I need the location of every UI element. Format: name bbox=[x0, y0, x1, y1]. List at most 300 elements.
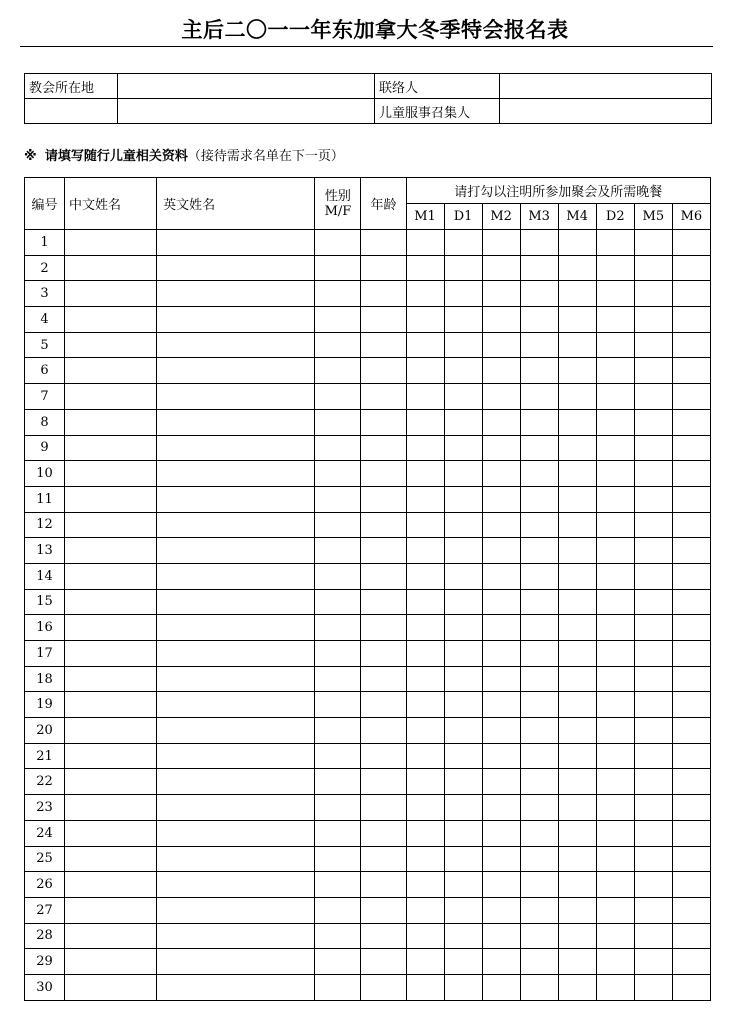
chinese-name-cell[interactable] bbox=[65, 563, 157, 589]
meal-checkbox-cell-m2[interactable] bbox=[482, 255, 520, 281]
english-name-cell[interactable] bbox=[157, 949, 315, 975]
meal-checkbox-cell-m5[interactable] bbox=[634, 923, 672, 949]
meal-checkbox-cell-m4[interactable] bbox=[558, 281, 596, 307]
gender-cell[interactable] bbox=[315, 666, 361, 692]
meal-checkbox-cell-d1[interactable] bbox=[444, 718, 482, 744]
gender-cell[interactable] bbox=[315, 718, 361, 744]
meal-checkbox-cell-m5[interactable] bbox=[634, 949, 672, 975]
meal-checkbox-cell-m1[interactable] bbox=[406, 769, 444, 795]
meal-checkbox-cell-m1[interactable] bbox=[406, 666, 444, 692]
meal-checkbox-cell-m1[interactable] bbox=[406, 563, 444, 589]
age-cell[interactable] bbox=[361, 974, 406, 1000]
meal-checkbox-cell-m4[interactable] bbox=[558, 332, 596, 358]
english-name-cell[interactable] bbox=[157, 872, 315, 898]
english-name-cell[interactable] bbox=[157, 307, 315, 333]
english-name-cell[interactable] bbox=[157, 718, 315, 744]
english-name-cell[interactable] bbox=[157, 409, 315, 435]
meal-checkbox-cell-m3[interactable] bbox=[520, 563, 558, 589]
meal-checkbox-cell-m3[interactable] bbox=[520, 666, 558, 692]
meal-checkbox-cell-m6[interactable] bbox=[672, 307, 710, 333]
meal-checkbox-cell-d1[interactable] bbox=[444, 641, 482, 667]
meal-checkbox-cell-m5[interactable] bbox=[634, 974, 672, 1000]
meal-checkbox-cell-d1[interactable] bbox=[444, 563, 482, 589]
meal-checkbox-cell-d1[interactable] bbox=[444, 769, 482, 795]
meal-checkbox-cell-m1[interactable] bbox=[406, 872, 444, 898]
meal-checkbox-cell-d2[interactable] bbox=[596, 872, 634, 898]
age-cell[interactable] bbox=[361, 846, 406, 872]
meal-checkbox-cell-m5[interactable] bbox=[634, 872, 672, 898]
chinese-name-cell[interactable] bbox=[65, 949, 157, 975]
meal-checkbox-cell-d1[interactable] bbox=[444, 461, 482, 487]
meal-checkbox-cell-m6[interactable] bbox=[672, 769, 710, 795]
chinese-name-cell[interactable] bbox=[65, 974, 157, 1000]
meal-checkbox-cell-d2[interactable] bbox=[596, 718, 634, 744]
chinese-name-cell[interactable] bbox=[65, 743, 157, 769]
meal-checkbox-cell-m4[interactable] bbox=[558, 358, 596, 384]
age-cell[interactable] bbox=[361, 692, 406, 718]
meal-checkbox-cell-d1[interactable] bbox=[444, 872, 482, 898]
meal-checkbox-cell-m2[interactable] bbox=[482, 358, 520, 384]
meal-checkbox-cell-d1[interactable] bbox=[444, 358, 482, 384]
meal-checkbox-cell-d1[interactable] bbox=[444, 230, 482, 256]
meal-checkbox-cell-d1[interactable] bbox=[444, 615, 482, 641]
chinese-name-cell[interactable] bbox=[65, 538, 157, 564]
meal-checkbox-cell-m3[interactable] bbox=[520, 897, 558, 923]
meal-checkbox-cell-m3[interactable] bbox=[520, 538, 558, 564]
meal-checkbox-cell-m2[interactable] bbox=[482, 281, 520, 307]
meal-checkbox-cell-m1[interactable] bbox=[406, 846, 444, 872]
age-cell[interactable] bbox=[361, 538, 406, 564]
gender-cell[interactable] bbox=[315, 846, 361, 872]
meal-checkbox-cell-m4[interactable] bbox=[558, 795, 596, 821]
gender-cell[interactable] bbox=[315, 923, 361, 949]
english-name-cell[interactable] bbox=[157, 435, 315, 461]
chinese-name-cell[interactable] bbox=[65, 461, 157, 487]
meal-checkbox-cell-m4[interactable] bbox=[558, 820, 596, 846]
meal-checkbox-cell-m1[interactable] bbox=[406, 409, 444, 435]
chinese-name-cell[interactable] bbox=[65, 332, 157, 358]
meal-checkbox-cell-d1[interactable] bbox=[444, 332, 482, 358]
gender-cell[interactable] bbox=[315, 692, 361, 718]
meal-checkbox-cell-m2[interactable] bbox=[482, 897, 520, 923]
chinese-name-cell[interactable] bbox=[65, 666, 157, 692]
meal-checkbox-cell-m2[interactable] bbox=[482, 435, 520, 461]
chinese-name-cell[interactable] bbox=[65, 795, 157, 821]
english-name-cell[interactable] bbox=[157, 846, 315, 872]
age-cell[interactable] bbox=[361, 718, 406, 744]
meal-checkbox-cell-d2[interactable] bbox=[596, 409, 634, 435]
church-location-field[interactable] bbox=[118, 74, 375, 99]
chinese-name-cell[interactable] bbox=[65, 512, 157, 538]
meal-checkbox-cell-m6[interactable] bbox=[672, 872, 710, 898]
age-cell[interactable] bbox=[361, 872, 406, 898]
meal-checkbox-cell-m2[interactable] bbox=[482, 769, 520, 795]
english-name-cell[interactable] bbox=[157, 666, 315, 692]
meal-checkbox-cell-m2[interactable] bbox=[482, 486, 520, 512]
english-name-cell[interactable] bbox=[157, 692, 315, 718]
meal-checkbox-cell-d1[interactable] bbox=[444, 692, 482, 718]
chinese-name-cell[interactable] bbox=[65, 255, 157, 281]
meal-checkbox-cell-m1[interactable] bbox=[406, 897, 444, 923]
chinese-name-cell[interactable] bbox=[65, 230, 157, 256]
meal-checkbox-cell-d1[interactable] bbox=[444, 538, 482, 564]
age-cell[interactable] bbox=[361, 589, 406, 615]
meal-checkbox-cell-m6[interactable] bbox=[672, 512, 710, 538]
english-name-cell[interactable] bbox=[157, 512, 315, 538]
meal-checkbox-cell-m4[interactable] bbox=[558, 897, 596, 923]
english-name-cell[interactable] bbox=[157, 255, 315, 281]
meal-checkbox-cell-m4[interactable] bbox=[558, 255, 596, 281]
meal-checkbox-cell-m3[interactable] bbox=[520, 872, 558, 898]
meal-checkbox-cell-m1[interactable] bbox=[406, 615, 444, 641]
age-cell[interactable] bbox=[361, 384, 406, 410]
meal-checkbox-cell-m6[interactable] bbox=[672, 718, 710, 744]
english-name-cell[interactable] bbox=[157, 820, 315, 846]
meal-checkbox-cell-m1[interactable] bbox=[406, 486, 444, 512]
meal-checkbox-cell-m5[interactable] bbox=[634, 409, 672, 435]
meal-checkbox-cell-m3[interactable] bbox=[520, 409, 558, 435]
meal-checkbox-cell-m6[interactable] bbox=[672, 461, 710, 487]
meal-checkbox-cell-d2[interactable] bbox=[596, 615, 634, 641]
meal-checkbox-cell-m3[interactable] bbox=[520, 949, 558, 975]
meal-checkbox-cell-m5[interactable] bbox=[634, 615, 672, 641]
meal-checkbox-cell-m6[interactable] bbox=[672, 538, 710, 564]
meal-checkbox-cell-m3[interactable] bbox=[520, 281, 558, 307]
age-cell[interactable] bbox=[361, 795, 406, 821]
meal-checkbox-cell-m6[interactable] bbox=[672, 589, 710, 615]
meal-checkbox-cell-d2[interactable] bbox=[596, 692, 634, 718]
meal-checkbox-cell-m3[interactable] bbox=[520, 461, 558, 487]
age-cell[interactable] bbox=[361, 461, 406, 487]
age-cell[interactable] bbox=[361, 435, 406, 461]
meal-checkbox-cell-m3[interactable] bbox=[520, 615, 558, 641]
meal-checkbox-cell-m1[interactable] bbox=[406, 384, 444, 410]
meal-checkbox-cell-m1[interactable] bbox=[406, 358, 444, 384]
gender-cell[interactable] bbox=[315, 409, 361, 435]
meal-checkbox-cell-m2[interactable] bbox=[482, 332, 520, 358]
meal-checkbox-cell-d2[interactable] bbox=[596, 949, 634, 975]
meal-checkbox-cell-d1[interactable] bbox=[444, 846, 482, 872]
meal-checkbox-cell-m2[interactable] bbox=[482, 666, 520, 692]
chinese-name-cell[interactable] bbox=[65, 307, 157, 333]
meal-checkbox-cell-m4[interactable] bbox=[558, 718, 596, 744]
meal-checkbox-cell-m5[interactable] bbox=[634, 512, 672, 538]
meal-checkbox-cell-m2[interactable] bbox=[482, 641, 520, 667]
meal-checkbox-cell-m4[interactable] bbox=[558, 666, 596, 692]
meal-checkbox-cell-m5[interactable] bbox=[634, 846, 672, 872]
age-cell[interactable] bbox=[361, 615, 406, 641]
age-cell[interactable] bbox=[361, 666, 406, 692]
meal-checkbox-cell-m2[interactable] bbox=[482, 820, 520, 846]
gender-cell[interactable] bbox=[315, 384, 361, 410]
chinese-name-cell[interactable] bbox=[65, 872, 157, 898]
age-cell[interactable] bbox=[361, 949, 406, 975]
age-cell[interactable] bbox=[361, 358, 406, 384]
english-name-cell[interactable] bbox=[157, 641, 315, 667]
meal-checkbox-cell-d1[interactable] bbox=[444, 949, 482, 975]
meal-checkbox-cell-m6[interactable] bbox=[672, 409, 710, 435]
meal-checkbox-cell-m1[interactable] bbox=[406, 692, 444, 718]
meal-checkbox-cell-m3[interactable] bbox=[520, 795, 558, 821]
age-cell[interactable] bbox=[361, 486, 406, 512]
meal-checkbox-cell-m2[interactable] bbox=[482, 230, 520, 256]
meal-checkbox-cell-m3[interactable] bbox=[520, 512, 558, 538]
meal-checkbox-cell-m4[interactable] bbox=[558, 974, 596, 1000]
contact-person-field[interactable] bbox=[500, 74, 712, 99]
meal-checkbox-cell-d2[interactable] bbox=[596, 641, 634, 667]
english-name-cell[interactable] bbox=[157, 486, 315, 512]
english-name-cell[interactable] bbox=[157, 538, 315, 564]
meal-checkbox-cell-m3[interactable] bbox=[520, 974, 558, 1000]
gender-cell[interactable] bbox=[315, 974, 361, 1000]
meal-checkbox-cell-m4[interactable] bbox=[558, 435, 596, 461]
meal-checkbox-cell-d1[interactable] bbox=[444, 923, 482, 949]
meal-checkbox-cell-d1[interactable] bbox=[444, 255, 482, 281]
meal-checkbox-cell-m1[interactable] bbox=[406, 435, 444, 461]
english-name-cell[interactable] bbox=[157, 974, 315, 1000]
meal-checkbox-cell-m6[interactable] bbox=[672, 949, 710, 975]
meal-checkbox-cell-m5[interactable] bbox=[634, 563, 672, 589]
meal-checkbox-cell-m5[interactable] bbox=[634, 461, 672, 487]
meal-checkbox-cell-d2[interactable] bbox=[596, 255, 634, 281]
age-cell[interactable] bbox=[361, 743, 406, 769]
meal-checkbox-cell-m4[interactable] bbox=[558, 589, 596, 615]
meal-checkbox-cell-m2[interactable] bbox=[482, 512, 520, 538]
meal-checkbox-cell-d2[interactable] bbox=[596, 332, 634, 358]
chinese-name-cell[interactable] bbox=[65, 589, 157, 615]
meal-checkbox-cell-m2[interactable] bbox=[482, 538, 520, 564]
age-cell[interactable] bbox=[361, 820, 406, 846]
meal-checkbox-cell-m3[interactable] bbox=[520, 384, 558, 410]
meal-checkbox-cell-m5[interactable] bbox=[634, 230, 672, 256]
meal-checkbox-cell-m5[interactable] bbox=[634, 435, 672, 461]
meal-checkbox-cell-m4[interactable] bbox=[558, 872, 596, 898]
gender-cell[interactable] bbox=[315, 332, 361, 358]
meal-checkbox-cell-m4[interactable] bbox=[558, 409, 596, 435]
meal-checkbox-cell-m6[interactable] bbox=[672, 281, 710, 307]
meal-checkbox-cell-m3[interactable] bbox=[520, 923, 558, 949]
gender-cell[interactable] bbox=[315, 435, 361, 461]
gender-cell[interactable] bbox=[315, 486, 361, 512]
meal-checkbox-cell-m4[interactable] bbox=[558, 538, 596, 564]
meal-checkbox-cell-m6[interactable] bbox=[672, 743, 710, 769]
english-name-cell[interactable] bbox=[157, 461, 315, 487]
meal-checkbox-cell-d2[interactable] bbox=[596, 512, 634, 538]
gender-cell[interactable] bbox=[315, 281, 361, 307]
meal-checkbox-cell-m2[interactable] bbox=[482, 974, 520, 1000]
meal-checkbox-cell-m3[interactable] bbox=[520, 230, 558, 256]
meal-checkbox-cell-m5[interactable] bbox=[634, 641, 672, 667]
meal-checkbox-cell-m6[interactable] bbox=[672, 846, 710, 872]
meal-checkbox-cell-m6[interactable] bbox=[672, 332, 710, 358]
meal-checkbox-cell-m2[interactable] bbox=[482, 743, 520, 769]
meal-checkbox-cell-m1[interactable] bbox=[406, 641, 444, 667]
meal-checkbox-cell-d1[interactable] bbox=[444, 820, 482, 846]
chinese-name-cell[interactable] bbox=[65, 435, 157, 461]
meal-checkbox-cell-m5[interactable] bbox=[634, 486, 672, 512]
meal-checkbox-cell-d2[interactable] bbox=[596, 743, 634, 769]
meal-checkbox-cell-m4[interactable] bbox=[558, 949, 596, 975]
meal-checkbox-cell-d1[interactable] bbox=[444, 589, 482, 615]
age-cell[interactable] bbox=[361, 332, 406, 358]
meal-checkbox-cell-m6[interactable] bbox=[672, 435, 710, 461]
meal-checkbox-cell-m2[interactable] bbox=[482, 872, 520, 898]
meal-checkbox-cell-m4[interactable] bbox=[558, 846, 596, 872]
meal-checkbox-cell-d2[interactable] bbox=[596, 281, 634, 307]
meal-checkbox-cell-m3[interactable] bbox=[520, 692, 558, 718]
meal-checkbox-cell-m3[interactable] bbox=[520, 641, 558, 667]
meal-checkbox-cell-d1[interactable] bbox=[444, 795, 482, 821]
meal-checkbox-cell-m1[interactable] bbox=[406, 795, 444, 821]
english-name-cell[interactable] bbox=[157, 332, 315, 358]
meal-checkbox-cell-m5[interactable] bbox=[634, 384, 672, 410]
chinese-name-cell[interactable] bbox=[65, 897, 157, 923]
meal-checkbox-cell-m2[interactable] bbox=[482, 409, 520, 435]
gender-cell[interactable] bbox=[315, 255, 361, 281]
gender-cell[interactable] bbox=[315, 538, 361, 564]
meal-checkbox-cell-d2[interactable] bbox=[596, 384, 634, 410]
gender-cell[interactable] bbox=[315, 641, 361, 667]
meal-checkbox-cell-m6[interactable] bbox=[672, 666, 710, 692]
english-name-cell[interactable] bbox=[157, 923, 315, 949]
meal-checkbox-cell-d2[interactable] bbox=[596, 358, 634, 384]
meal-checkbox-cell-m5[interactable] bbox=[634, 820, 672, 846]
english-name-cell[interactable] bbox=[157, 384, 315, 410]
meal-checkbox-cell-d2[interactable] bbox=[596, 820, 634, 846]
meal-checkbox-cell-m1[interactable] bbox=[406, 718, 444, 744]
meal-checkbox-cell-m1[interactable] bbox=[406, 461, 444, 487]
meal-checkbox-cell-m6[interactable] bbox=[672, 923, 710, 949]
meal-checkbox-cell-d1[interactable] bbox=[444, 743, 482, 769]
meal-checkbox-cell-m2[interactable] bbox=[482, 923, 520, 949]
english-name-cell[interactable] bbox=[157, 358, 315, 384]
meal-checkbox-cell-m1[interactable] bbox=[406, 923, 444, 949]
meal-checkbox-cell-m4[interactable] bbox=[558, 461, 596, 487]
meal-checkbox-cell-m5[interactable] bbox=[634, 589, 672, 615]
gender-cell[interactable] bbox=[315, 820, 361, 846]
meal-checkbox-cell-m3[interactable] bbox=[520, 589, 558, 615]
meal-checkbox-cell-m4[interactable] bbox=[558, 230, 596, 256]
gender-cell[interactable] bbox=[315, 615, 361, 641]
age-cell[interactable] bbox=[361, 641, 406, 667]
meal-checkbox-cell-m5[interactable] bbox=[634, 692, 672, 718]
chinese-name-cell[interactable] bbox=[65, 641, 157, 667]
meal-checkbox-cell-m6[interactable] bbox=[672, 563, 710, 589]
meal-checkbox-cell-m1[interactable] bbox=[406, 538, 444, 564]
meal-checkbox-cell-m6[interactable] bbox=[672, 358, 710, 384]
meal-checkbox-cell-m5[interactable] bbox=[634, 769, 672, 795]
meal-checkbox-cell-m6[interactable] bbox=[672, 230, 710, 256]
meal-checkbox-cell-m3[interactable] bbox=[520, 255, 558, 281]
meal-checkbox-cell-d2[interactable] bbox=[596, 769, 634, 795]
meal-checkbox-cell-m1[interactable] bbox=[406, 974, 444, 1000]
meal-checkbox-cell-m4[interactable] bbox=[558, 384, 596, 410]
meal-checkbox-cell-d2[interactable] bbox=[596, 589, 634, 615]
meal-checkbox-cell-m2[interactable] bbox=[482, 589, 520, 615]
meal-checkbox-cell-m4[interactable] bbox=[558, 769, 596, 795]
age-cell[interactable] bbox=[361, 897, 406, 923]
gender-cell[interactable] bbox=[315, 230, 361, 256]
meal-checkbox-cell-m2[interactable] bbox=[482, 307, 520, 333]
meal-checkbox-cell-m5[interactable] bbox=[634, 307, 672, 333]
meal-checkbox-cell-d1[interactable] bbox=[444, 435, 482, 461]
chinese-name-cell[interactable] bbox=[65, 615, 157, 641]
meal-checkbox-cell-d1[interactable] bbox=[444, 512, 482, 538]
meal-checkbox-cell-m3[interactable] bbox=[520, 820, 558, 846]
meal-checkbox-cell-m6[interactable] bbox=[672, 255, 710, 281]
gender-cell[interactable] bbox=[315, 563, 361, 589]
english-name-cell[interactable] bbox=[157, 589, 315, 615]
meal-checkbox-cell-m5[interactable] bbox=[634, 718, 672, 744]
meal-checkbox-cell-m2[interactable] bbox=[482, 846, 520, 872]
gender-cell[interactable] bbox=[315, 872, 361, 898]
meal-checkbox-cell-m2[interactable] bbox=[482, 795, 520, 821]
meal-checkbox-cell-d2[interactable] bbox=[596, 230, 634, 256]
meal-checkbox-cell-d2[interactable] bbox=[596, 974, 634, 1000]
english-name-cell[interactable] bbox=[157, 230, 315, 256]
age-cell[interactable] bbox=[361, 923, 406, 949]
meal-checkbox-cell-m2[interactable] bbox=[482, 692, 520, 718]
meal-checkbox-cell-d2[interactable] bbox=[596, 923, 634, 949]
english-name-cell[interactable] bbox=[157, 769, 315, 795]
gender-cell[interactable] bbox=[315, 461, 361, 487]
age-cell[interactable] bbox=[361, 307, 406, 333]
meal-checkbox-cell-m5[interactable] bbox=[634, 666, 672, 692]
chinese-name-cell[interactable] bbox=[65, 409, 157, 435]
meal-checkbox-cell-m5[interactable] bbox=[634, 795, 672, 821]
meal-checkbox-cell-m6[interactable] bbox=[672, 641, 710, 667]
meal-checkbox-cell-d1[interactable] bbox=[444, 897, 482, 923]
age-cell[interactable] bbox=[361, 563, 406, 589]
english-name-cell[interactable] bbox=[157, 795, 315, 821]
meal-checkbox-cell-m6[interactable] bbox=[672, 820, 710, 846]
meal-checkbox-cell-m5[interactable] bbox=[634, 538, 672, 564]
meal-checkbox-cell-d1[interactable] bbox=[444, 486, 482, 512]
meal-checkbox-cell-m6[interactable] bbox=[672, 795, 710, 821]
meal-checkbox-cell-d2[interactable] bbox=[596, 307, 634, 333]
meal-checkbox-cell-m4[interactable] bbox=[558, 692, 596, 718]
meal-checkbox-cell-m1[interactable] bbox=[406, 230, 444, 256]
meal-checkbox-cell-m1[interactable] bbox=[406, 589, 444, 615]
age-cell[interactable] bbox=[361, 230, 406, 256]
meal-checkbox-cell-m1[interactable] bbox=[406, 743, 444, 769]
meal-checkbox-cell-m3[interactable] bbox=[520, 486, 558, 512]
meal-checkbox-cell-m6[interactable] bbox=[672, 974, 710, 1000]
meal-checkbox-cell-d2[interactable] bbox=[596, 795, 634, 821]
meal-checkbox-cell-m4[interactable] bbox=[558, 923, 596, 949]
meal-checkbox-cell-m5[interactable] bbox=[634, 897, 672, 923]
meal-checkbox-cell-m5[interactable] bbox=[634, 358, 672, 384]
meal-checkbox-cell-m5[interactable] bbox=[634, 743, 672, 769]
meal-checkbox-cell-m4[interactable] bbox=[558, 743, 596, 769]
chinese-name-cell[interactable] bbox=[65, 281, 157, 307]
age-cell[interactable] bbox=[361, 281, 406, 307]
meal-checkbox-cell-d2[interactable] bbox=[596, 486, 634, 512]
meal-checkbox-cell-d2[interactable] bbox=[596, 563, 634, 589]
meal-checkbox-cell-m5[interactable] bbox=[634, 281, 672, 307]
meal-checkbox-cell-d1[interactable] bbox=[444, 307, 482, 333]
age-cell[interactable] bbox=[361, 512, 406, 538]
meal-checkbox-cell-m1[interactable] bbox=[406, 255, 444, 281]
chinese-name-cell[interactable] bbox=[65, 820, 157, 846]
english-name-cell[interactable] bbox=[157, 897, 315, 923]
chinese-name-cell[interactable] bbox=[65, 486, 157, 512]
meal-checkbox-cell-m4[interactable] bbox=[558, 512, 596, 538]
meal-checkbox-cell-m6[interactable] bbox=[672, 615, 710, 641]
meal-checkbox-cell-m2[interactable] bbox=[482, 718, 520, 744]
english-name-cell[interactable] bbox=[157, 615, 315, 641]
meal-checkbox-cell-m2[interactable] bbox=[482, 563, 520, 589]
